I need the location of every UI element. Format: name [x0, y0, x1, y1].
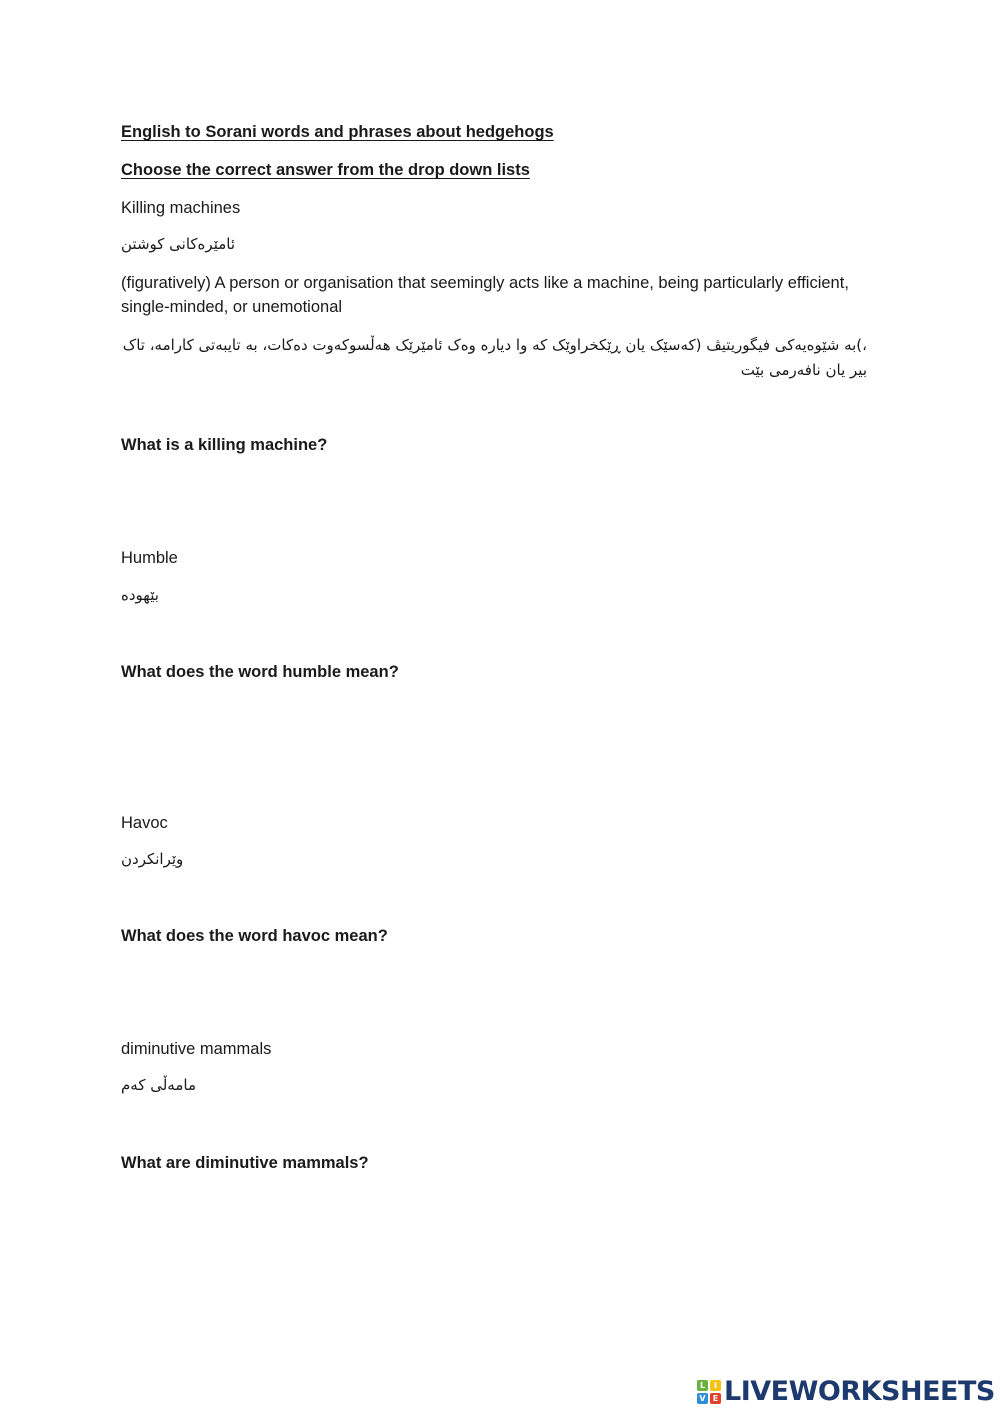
instructions: Choose the correct answer from the drop down lists: [121, 161, 530, 179]
answer-dropdown-area-3[interactable]: [121, 953, 881, 1033]
logo-wordmark: LIVEWORKSHEETS: [724, 1376, 995, 1407]
answer-dropdown-area-4[interactable]: [121, 1180, 881, 1300]
question-diminutive-mammals: What are diminutive mammals?: [121, 1154, 369, 1172]
question-havoc: What does the word havoc mean?: [121, 927, 388, 945]
logo-tile-v: V: [697, 1393, 708, 1404]
translation-humble: بێهودە: [121, 586, 159, 604]
definition-translation-killing-machines: ،)بە شێوەیەکی فیگوریتیڤ (کەسێک یان ڕێکخراوێک کە وا دیارە وەک ئامێرێک هەڵسوکەوت دەکات، بە تایبەتی کارامە، تاک بیر یان نافەرمی بێت: [122, 336, 867, 379]
translation-diminutive-mammals: مامەڵی کەم: [121, 1076, 196, 1094]
term-killing-machines: Killing machines: [121, 199, 241, 217]
term-diminutive-mammals: diminutive mammals: [121, 1040, 272, 1058]
question-humble: What does the word humble mean?: [121, 663, 399, 681]
translation-killing-machines: ئامێرەکانی کوشتن: [121, 235, 236, 253]
liveworksheets-logo[interactable]: [697, 1378, 995, 1406]
document-title: English to Sorani words and phrases about hedgehogs: [121, 123, 554, 141]
answer-dropdown-area-2[interactable]: [121, 690, 881, 800]
logo-tile-e: E: [710, 1393, 721, 1404]
logo-tile-i: I: [710, 1380, 721, 1391]
translation-havoc: وێرانکردن: [121, 850, 184, 868]
answer-dropdown-area-1[interactable]: [121, 462, 881, 532]
term-humble: Humble: [121, 549, 178, 567]
question-killing-machine: What is a killing machine?: [121, 436, 328, 454]
logo-tiles-icon: [697, 1380, 721, 1404]
term-havoc: Havoc: [121, 814, 168, 832]
logo-tile-l: L: [697, 1380, 708, 1391]
definition-killing-machines: (figuratively) A person or organisation that seemingly acts like a machine, being particularly efficient, single-minded, or unemotional: [121, 274, 849, 316]
